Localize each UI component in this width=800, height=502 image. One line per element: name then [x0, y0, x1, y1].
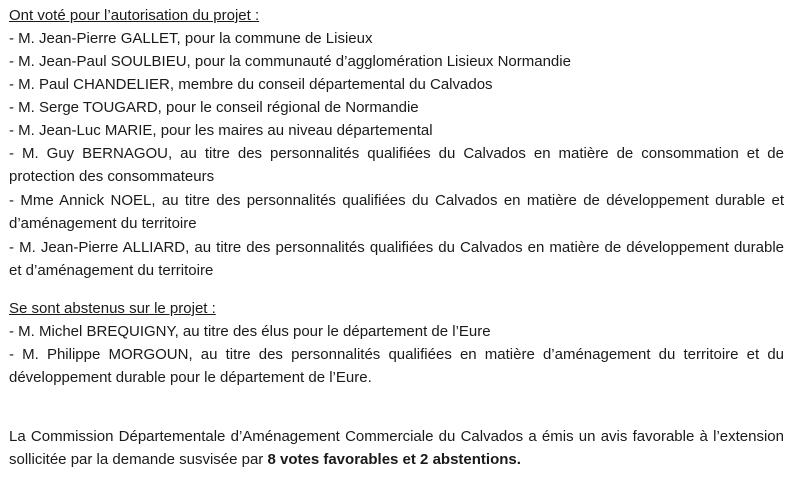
vote-for-item: - M. Jean-Pierre GALLET, pour la commune de Lisieux — [9, 30, 373, 47]
document-page — [9, 4, 784, 471]
vote-for-item: - Mme Annick NOEL, au titre des personnalités qualifiées du Calvados en matière de développement durable et d’aménagement du territoire — [9, 192, 784, 232]
conclusion-text: La Commission Départementale d’Aménagement Commerciale du Calvados a émis un avis favorable à l’extension sollicitée par la demande susvisée par — [9, 428, 784, 468]
vote-for-item: - M. Jean-Pierre ALLIARD, au titre des personnalités qualifiées du Calvados en matière de développement durable et d’aménagement du territoire — [9, 239, 784, 279]
vote-for-item: - M. Guy BERNAGOU, au titre des personnalités qualifiées du Calvados en matière de consommation et de protection des consommateurs — [9, 145, 784, 185]
votes-for-heading: Ont voté pour l’autorisation du projet : — [9, 7, 260, 24]
vote-result: 8 votes favorables et 2 abstentions. — [267, 451, 521, 468]
abstentions-heading: Se sont abstenus sur le projet : — [9, 300, 216, 317]
vote-for-item: - M. Jean-Luc MARIE, pour les maires au niveau départemental — [9, 122, 433, 139]
abstentions-list — [9, 320, 784, 389]
commission-conclusion — [9, 425, 784, 471]
vote-for-item: - M. Jean-Paul SOULBIEU, pour la communauté d’agglomération Lisieux Normandie — [9, 53, 571, 70]
abstention-item: - M. Philippe MORGOUN, au titre des personnalités qualifiées en matière d’aménagement du territoire et du développement durable pour le département de l’Eure. — [9, 346, 784, 386]
section-spacer — [9, 390, 784, 425]
abstention-item: - M. Michel BREQUIGNY, au titre des élus pour le département de l’Eure — [9, 323, 491, 340]
votes-for-list — [9, 27, 784, 282]
vote-for-item: - M. Serge TOUGARD, pour le conseil régional de Normandie — [9, 99, 419, 116]
vote-for-item: - M. Paul CHANDELIER, membre du conseil départemental du Calvados — [9, 76, 493, 93]
section-spacer — [9, 283, 784, 297]
